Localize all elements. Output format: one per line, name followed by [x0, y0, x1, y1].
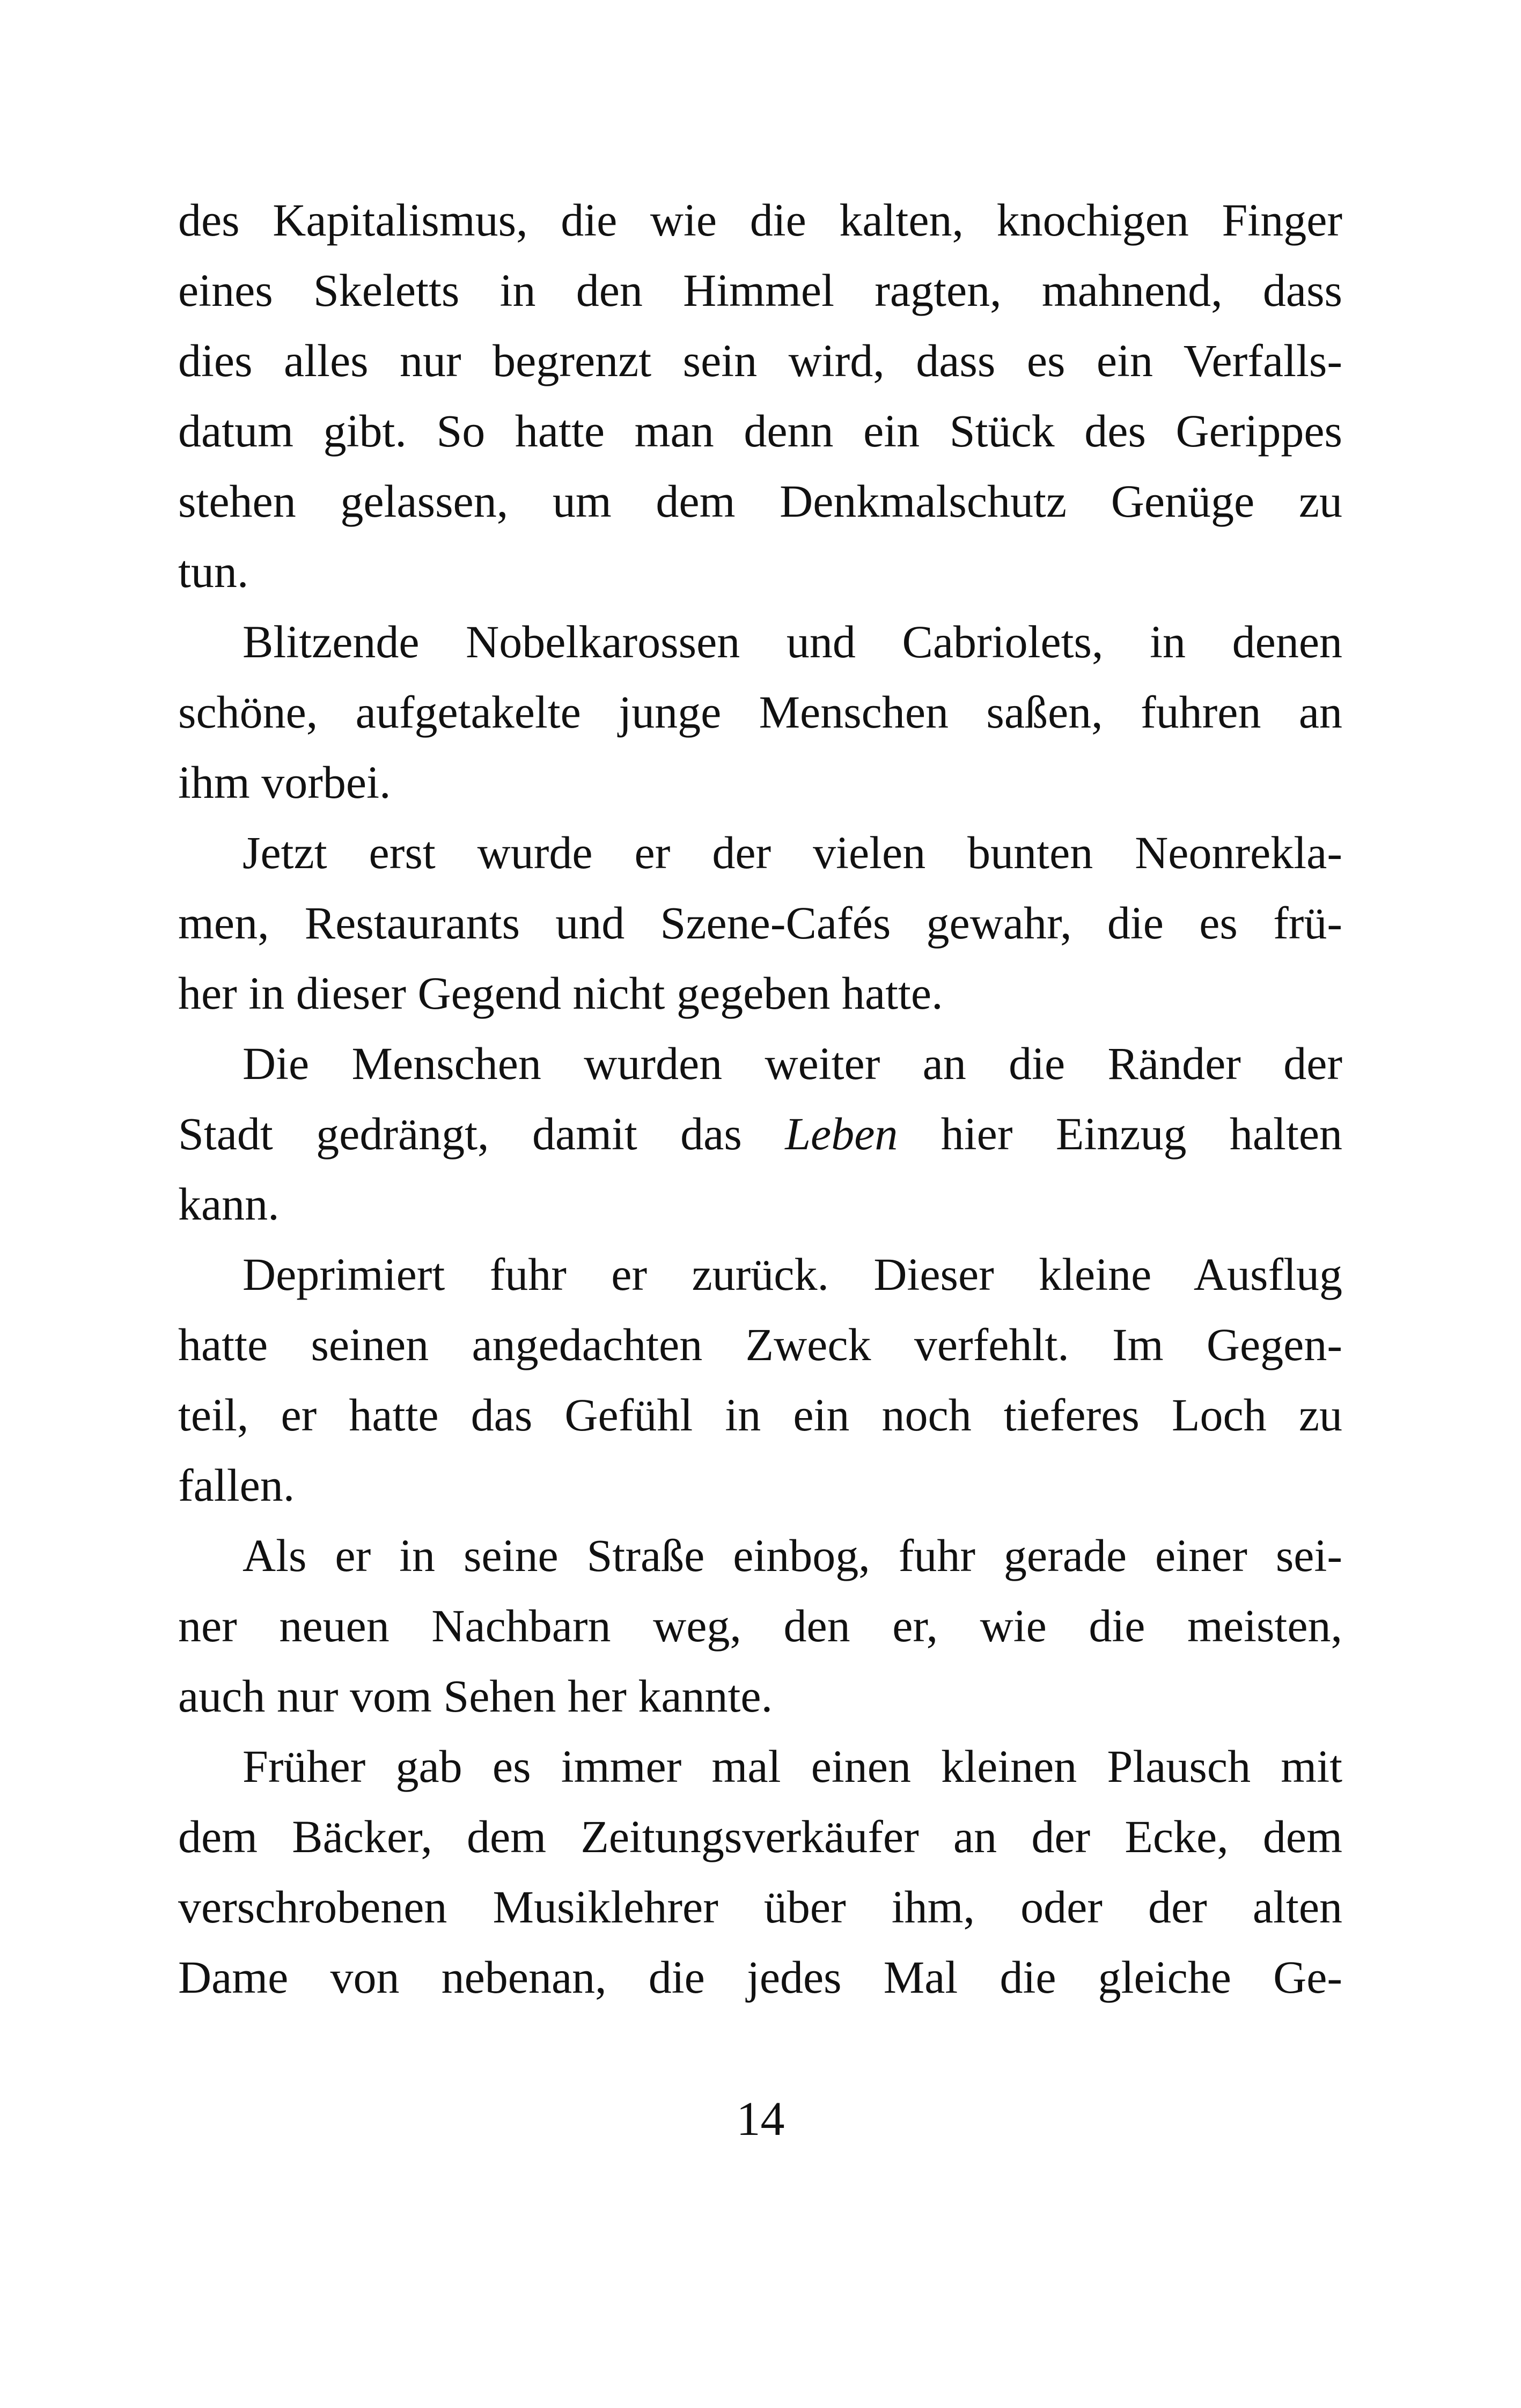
text-line: Als er in seine Straße einbog, fuhr gerade einer sei-: [243, 1530, 1342, 1581]
text-line-with-italic: [178, 1099, 1342, 1169]
text-line: schöne, aufgetakelte junge Menschen saßen, fuhren an: [178, 686, 1342, 738]
text-line: ihm vorbei.: [178, 757, 391, 808]
text-line: Dame von nebenan, die jedes Mal die gleiche Ge-: [178, 1951, 1342, 2003]
text-line: ner neuen Nachbarn weg, den er, wie die meisten,: [178, 1600, 1342, 1651]
text-line: dem Bäcker, dem Zeitungsverkäufer an der Ecke, dem: [178, 1811, 1342, 1862]
text-line: Deprimiert fuhr er zurück. Dieser kleine Ausflug: [243, 1249, 1342, 1300]
text-line: Früher gab es immer mal einen kleinen Plausch mit: [243, 1741, 1342, 1792]
text-line: Jetzt erst wurde er der vielen bunten Neonrekla-: [243, 827, 1342, 878]
page-number: 14: [736, 2093, 785, 2146]
text-line: stehen gelassen, um dem Denkmalschutz Genüge zu: [178, 475, 1342, 527]
text-line: kann.: [178, 1178, 280, 1230]
paragraph-1: [178, 185, 1342, 607]
italic-word: Leben: [785, 1108, 898, 1159]
text-line: dies alles nur begrenzt sein wird, dass es ein Verfalls-: [178, 335, 1342, 386]
paragraph-7: [178, 1731, 1342, 2013]
text-line: Blitzende Nobelkarossen und Cabriolets, in denen: [243, 616, 1342, 667]
text-segment: Stadt gedrängt, damit das: [178, 1108, 785, 1159]
paragraph-6: [178, 1521, 1342, 1731]
text-line: eines Skeletts in den Himmel ragten, mahnend, dass: [178, 265, 1342, 316]
text-line: des Kapitalismus, die wie die kalten, knochigen Finger: [178, 194, 1342, 246]
text-line: men, Restaurants und Szene-Cafés gewahr, die es frü-: [178, 897, 1342, 949]
body-text: [178, 185, 1342, 2013]
text-line: hatte seinen angedachten Zweck verfehlt. Im Gegen-: [178, 1319, 1342, 1370]
text-line: Die Menschen wurden weiter an die Ränder der: [243, 1038, 1342, 1089]
text-line: tun.: [178, 546, 249, 597]
text-segment: hier Einzug halten: [898, 1108, 1342, 1159]
paragraph-3: [178, 818, 1342, 1029]
text-line: auch nur vom Sehen her kannte.: [178, 1670, 773, 1722]
text-line: datum gibt. So hatte man denn ein Stück des Gerippes: [178, 405, 1342, 457]
text-line: verschrobenen Musiklehrer über ihm, oder der alten: [178, 1881, 1342, 1933]
paragraph-5: [178, 1239, 1342, 1521]
paragraph-2: [178, 607, 1342, 818]
text-line: teil, er hatte das Gefühl in ein noch tieferes Loch zu: [178, 1389, 1342, 1441]
text-line: her in dieser Gegend nicht gegeben hatte.: [178, 967, 943, 1019]
text-line: fallen.: [178, 1459, 295, 1511]
paragraph-4: [178, 1029, 1342, 1239]
